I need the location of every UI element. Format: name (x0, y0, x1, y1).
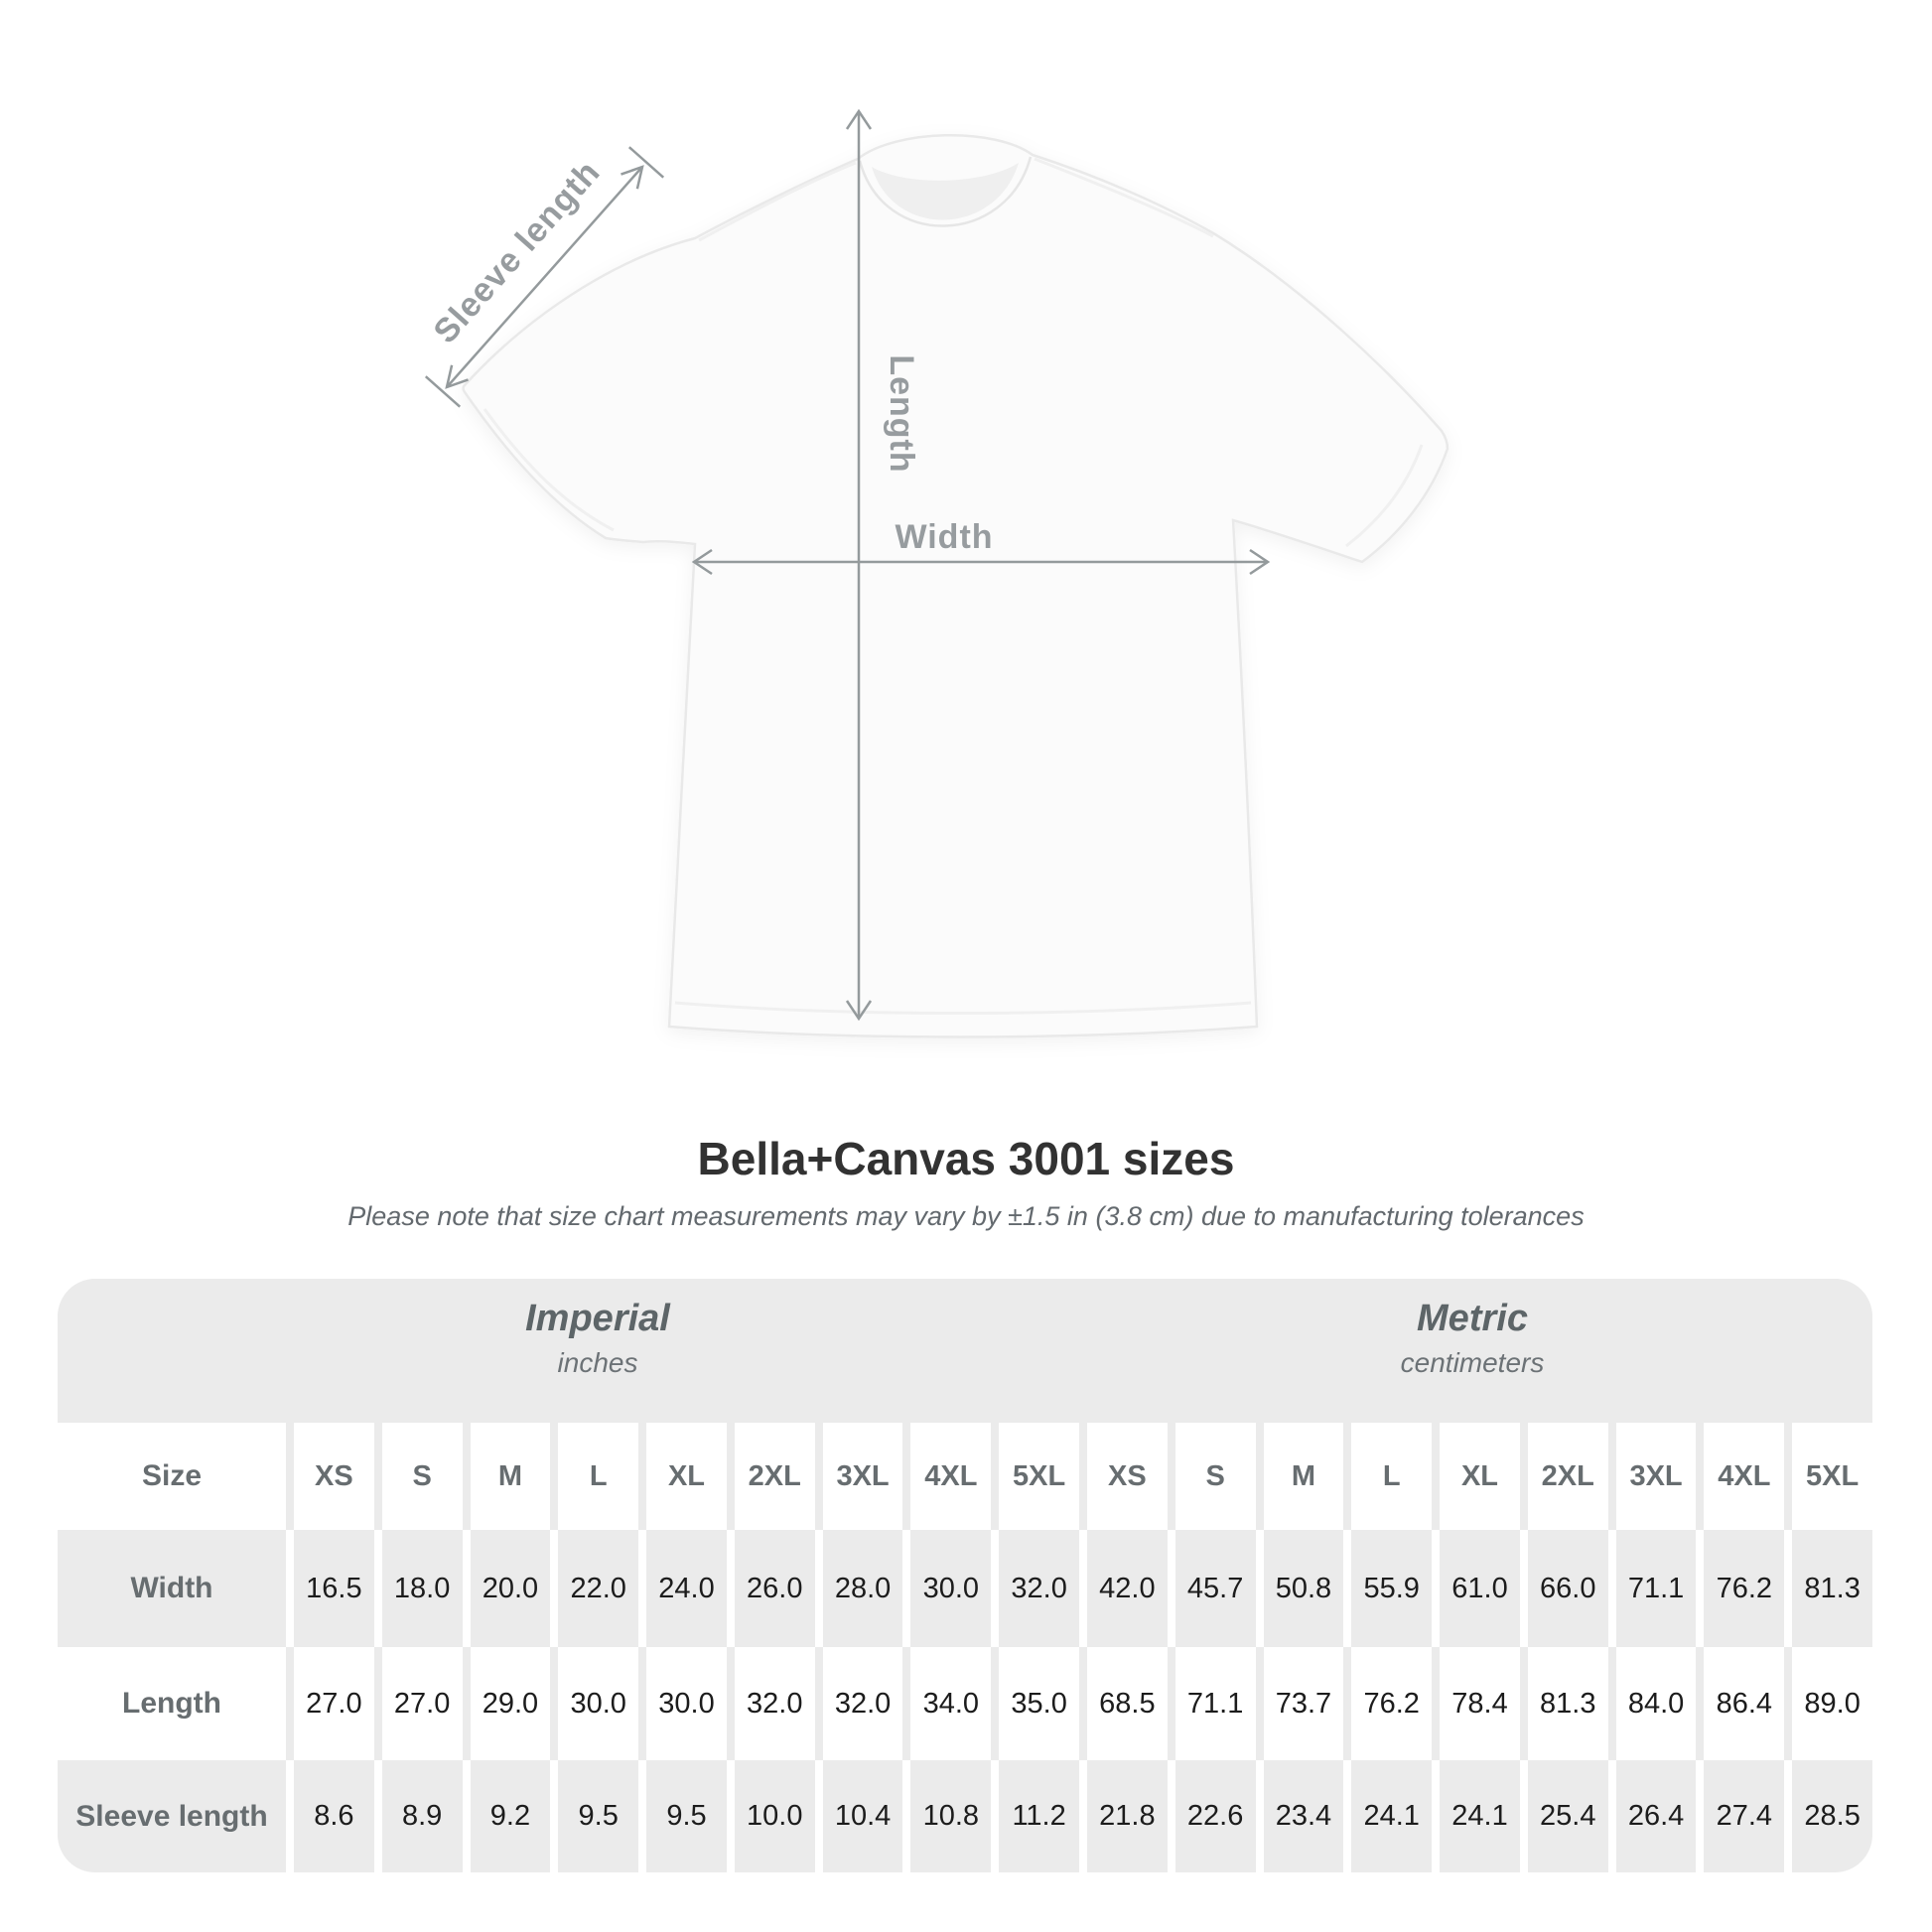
sleeve-imperial-m: 9.2 (471, 1760, 551, 1872)
length-metric-xl: 78.4 (1440, 1647, 1520, 1760)
sleeve-length-label: Sleeve length (426, 153, 609, 351)
size-header-imperial-l: L (558, 1423, 638, 1530)
size-header-imperial-2xl: 2XL (735, 1423, 815, 1530)
size-header-metric-s: S (1175, 1423, 1256, 1530)
row-label-width: Width (58, 1530, 286, 1647)
width-metric-5xl: 81.3 (1792, 1530, 1872, 1647)
length-metric-s: 71.1 (1175, 1647, 1256, 1760)
page-title: Bella+Canvas 3001 sizes (697, 1133, 1235, 1184)
imperial-group-header (399, 1297, 796, 1380)
table-row-length (58, 1647, 1872, 1760)
sleeve-metric-4xl: 27.4 (1704, 1760, 1784, 1872)
size-header-metric-4xl: 4XL (1704, 1423, 1784, 1530)
tshirt-body (464, 135, 1449, 1036)
metric-group-header (1274, 1297, 1671, 1380)
sleeve-imperial-5xl: 11.2 (999, 1760, 1079, 1872)
row-label-length: Length (58, 1647, 286, 1760)
sleeve-metric-5xl: 28.5 (1792, 1760, 1872, 1872)
sleeve-imperial-l: 9.5 (558, 1760, 638, 1872)
size-header-imperial-xl: XL (646, 1423, 727, 1530)
size-header-imperial-s: S (382, 1423, 463, 1530)
width-metric-3xl: 71.1 (1616, 1530, 1697, 1647)
sleeve-metric-xl: 24.1 (1440, 1760, 1520, 1872)
length-metric-l: 76.2 (1351, 1647, 1432, 1760)
size-column-header: Size (58, 1423, 286, 1530)
size-header-metric-l: L (1351, 1423, 1432, 1530)
sleeve-metric-l: 24.1 (1351, 1760, 1432, 1872)
length-metric-4xl: 86.4 (1704, 1647, 1784, 1760)
sleeve-metric-s: 22.6 (1175, 1760, 1256, 1872)
size-header-metric-m: M (1264, 1423, 1344, 1530)
length-imperial-3xl: 32.0 (823, 1647, 903, 1760)
sleeve-metric-xs: 21.8 (1087, 1760, 1168, 1872)
length-label: Length (883, 354, 920, 474)
size-header-row (58, 1423, 1872, 1530)
sleeve-metric-2xl: 25.4 (1528, 1760, 1608, 1872)
size-chart-card (58, 1279, 1872, 1872)
sleeve-imperial-xs: 8.6 (294, 1760, 374, 1872)
metric-unit-label: centimeters (1400, 1347, 1545, 1378)
size-header-metric-xl: XL (1440, 1423, 1520, 1530)
sleeve-imperial-s: 8.9 (382, 1760, 463, 1872)
size-header-imperial-5xl: 5XL (999, 1423, 1079, 1530)
imperial-label: Imperial (525, 1298, 670, 1339)
length-metric-xs: 68.5 (1087, 1647, 1168, 1760)
width-imperial-5xl: 32.0 (999, 1530, 1079, 1647)
imperial-unit-label: inches (557, 1347, 638, 1378)
size-header-metric-xs: XS (1087, 1423, 1168, 1530)
length-metric-3xl: 84.0 (1616, 1647, 1697, 1760)
width-metric-l: 55.9 (1351, 1530, 1432, 1647)
size-header-metric-3xl: 3XL (1616, 1423, 1697, 1530)
length-imperial-s: 27.0 (382, 1647, 463, 1760)
sleeve-imperial-3xl: 10.4 (823, 1760, 903, 1872)
width-imperial-2xl: 26.0 (735, 1530, 815, 1647)
length-imperial-xs: 27.0 (294, 1647, 374, 1760)
width-metric-xl: 61.0 (1440, 1530, 1520, 1647)
page-subtitle: Please note that size chart measurements may vary by ±1.5 in (3.8 cm) due to manufacturing tolerances (347, 1201, 1585, 1231)
width-label: Width (895, 518, 994, 556)
size-header-metric-2xl: 2XL (1528, 1423, 1608, 1530)
width-metric-4xl: 76.2 (1704, 1530, 1784, 1647)
width-imperial-m: 20.0 (471, 1530, 551, 1647)
size-header-imperial-m: M (471, 1423, 551, 1530)
width-metric-xs: 42.0 (1087, 1530, 1168, 1647)
length-imperial-xl: 30.0 (646, 1647, 727, 1760)
width-metric-m: 50.8 (1264, 1530, 1344, 1647)
length-imperial-2xl: 32.0 (735, 1647, 815, 1760)
width-imperial-s: 18.0 (382, 1530, 463, 1647)
width-imperial-l: 22.0 (558, 1530, 638, 1647)
sleeve-metric-3xl: 26.4 (1616, 1760, 1697, 1872)
size-header-imperial-3xl: 3XL (823, 1423, 903, 1530)
width-imperial-xl: 24.0 (646, 1530, 727, 1647)
table-row-width (58, 1530, 1872, 1647)
width-metric-2xl: 66.0 (1528, 1530, 1608, 1647)
metric-label: Metric (1417, 1298, 1528, 1339)
length-imperial-l: 30.0 (558, 1647, 638, 1760)
size-header-imperial-4xl: 4XL (910, 1423, 991, 1530)
length-imperial-5xl: 35.0 (999, 1647, 1079, 1760)
width-imperial-3xl: 28.0 (823, 1530, 903, 1647)
size-header-metric-5xl: 5XL (1792, 1423, 1872, 1530)
length-imperial-4xl: 34.0 (910, 1647, 991, 1760)
sleeve-imperial-2xl: 10.0 (735, 1760, 815, 1872)
length-metric-2xl: 81.3 (1528, 1647, 1608, 1760)
size-header-imperial-xs: XS (294, 1423, 374, 1530)
unit-group-header-band (58, 1279, 1872, 1423)
tshirt-illustration (464, 135, 1449, 1036)
sleeve-metric-m: 23.4 (1264, 1760, 1344, 1872)
width-imperial-xs: 16.5 (294, 1530, 374, 1647)
width-metric-s: 45.7 (1175, 1530, 1256, 1647)
sleeve-imperial-xl: 9.5 (646, 1760, 727, 1872)
length-imperial-m: 29.0 (471, 1647, 551, 1760)
sleeve-imperial-4xl: 10.8 (910, 1760, 991, 1872)
length-metric-m: 73.7 (1264, 1647, 1344, 1760)
width-imperial-4xl: 30.0 (910, 1530, 991, 1647)
table-row-sleeve-length (58, 1760, 1872, 1872)
length-metric-5xl: 89.0 (1792, 1647, 1872, 1760)
row-label-sleeve-length: Sleeve length (58, 1760, 286, 1872)
